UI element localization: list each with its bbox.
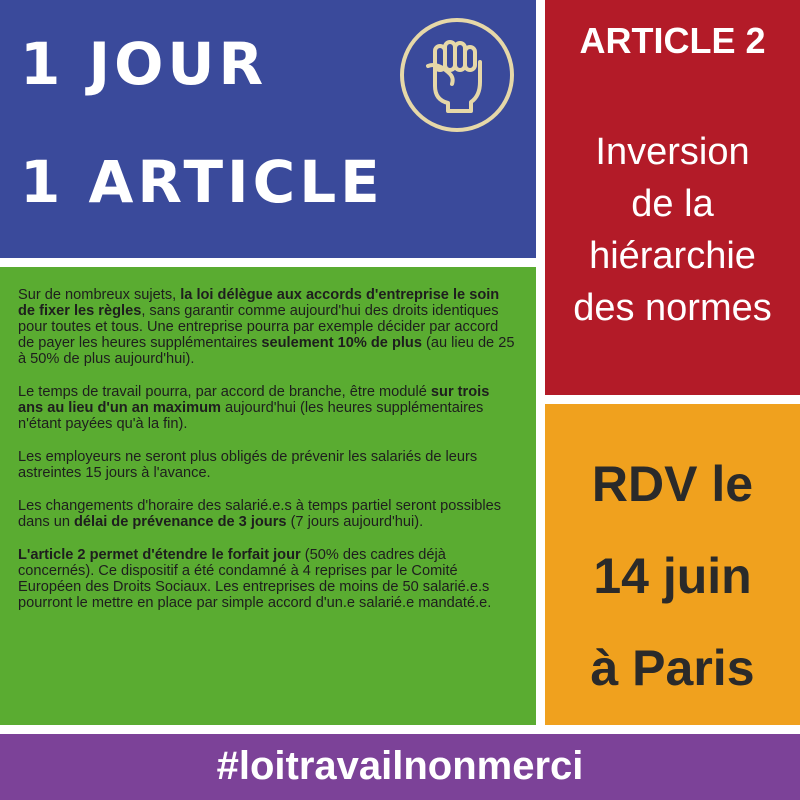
rdv-line: à Paris: [590, 640, 755, 696]
rdv-text: [545, 438, 800, 714]
title-line-2: 1 ARTICLE: [20, 148, 384, 216]
body-paragraph: [18, 547, 518, 611]
rdv-line: 14 juin: [593, 548, 752, 604]
title-line-1: 1 JOUR: [20, 30, 268, 98]
body-paragraph: [18, 449, 518, 481]
body-paragraph-bold: la loi délègue aux accords d'entreprise le soin de fixer les règles: [18, 287, 500, 319]
body-paragraph: [18, 287, 518, 367]
article-subtitle-line: des normes: [573, 287, 772, 329]
body-paragraph-run: (50% des cadres déjà concernés). Ce dispositif a été condamné à 4 reprises par le Comité Européen des Droits Sociaux. Les entreprises de moins de 50 salarié.e.s pourront le mettre en place par simple accord d'un.e salarié.e mandaté.e.: [18, 547, 492, 611]
rdv-panel: [545, 404, 800, 725]
rdv-line: RDV le: [591, 456, 754, 512]
title-panel: [0, 0, 536, 258]
article-subtitle-line: de la: [631, 183, 714, 225]
body-paragraph-run: Sur de nombreux sujets,: [18, 287, 181, 303]
hashtag-banner: [0, 734, 800, 800]
article-subtitle: [545, 126, 800, 334]
body-paragraph-run: (au lieu de 25 à 50% de plus aujourd'hui).: [18, 335, 515, 367]
body-paragraph: [18, 498, 518, 530]
body-paragraph-run: Le temps de travail pourra, par accord de branche, être modulé: [18, 384, 431, 400]
body-paragraph-bold: délai de prévenance de 3 jours: [74, 514, 287, 530]
article-subtitle-line: hiérarchie: [589, 235, 756, 277]
body-paragraph-bold: L'article 2 permet d'étendre le forfait jour: [18, 547, 301, 563]
body-paragraph-run: Les employeurs ne seront plus obligés de prévenir les salariés de leurs astreintes 15 jours à l'avance.: [18, 449, 478, 481]
body-paragraph-run: , sans garantir comme aujourd'hui des droits identiques pour toutes et tous. Une entreprise pourra par exemple décider par accord de payer les heures supplémentaires: [18, 303, 499, 351]
body-text-panel: [0, 267, 536, 725]
body-paragraph-run: aujourd'hui (les heures supplémentaires n'étant payées qu'à la fin).: [18, 400, 484, 432]
article-panel: [545, 0, 800, 395]
body-paragraph-run: (7 jours aujourd'hui).: [286, 514, 424, 530]
body-paragraph-bold: sur trois ans au lieu d'un an maximum: [18, 384, 490, 416]
body-paragraph-run: Les changements d'horaire des salarié.e.s à temps partiel seront possibles dans un: [18, 498, 502, 530]
article-subtitle-line: Inversion: [595, 131, 750, 173]
raised-fist-icon: [398, 16, 516, 134]
article-label: ARTICLE 2: [579, 20, 766, 61]
body-paragraph-bold: seulement 10% de plus: [261, 335, 422, 351]
body-paragraph: [18, 384, 518, 432]
hashtag-text: #loitravailnonmerci: [216, 744, 584, 788]
